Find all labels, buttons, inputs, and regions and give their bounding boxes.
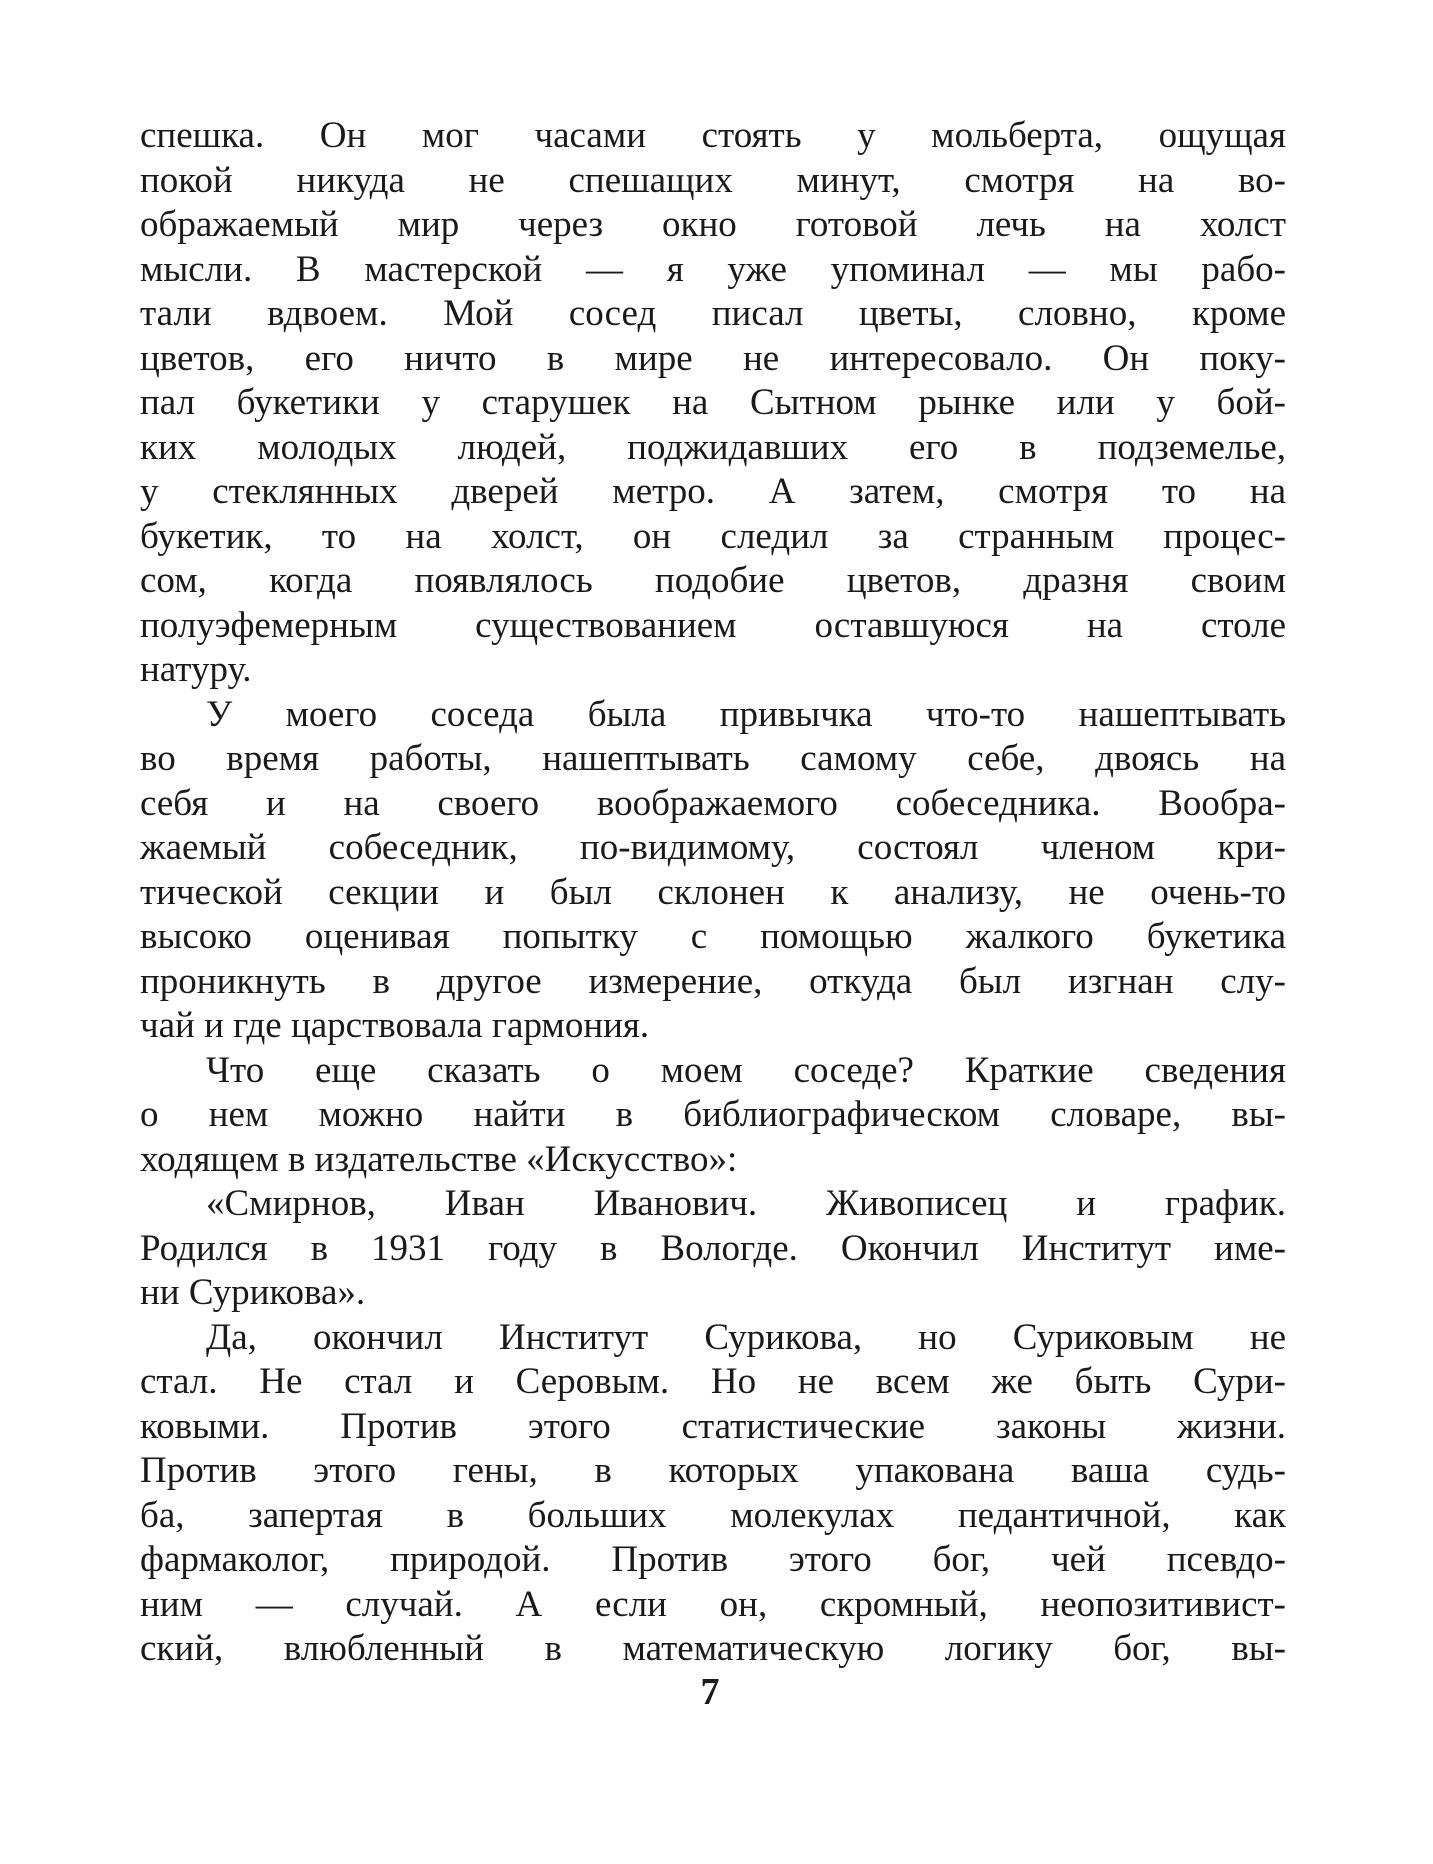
text-line: чай и где царствовала гармония.: [140, 1005, 650, 1046]
text-line: ких молодых людей, поджидавших его в подземелье,: [140, 426, 1286, 468]
paragraph-4-quote: [140, 1182, 1286, 1316]
text-line: Что еще сказать о моем соседе? Краткие сведения: [206, 1049, 1286, 1091]
text-line: У моего соседа была привычка что-то нашептывать: [206, 693, 1286, 735]
text-line: полуэфемерным существованием оставшуюся на столе: [140, 604, 1286, 646]
body-text: [140, 114, 1286, 1672]
text-line: Родился в 1931 году в Вологде. Окончил Институт име-: [140, 1227, 1286, 1269]
text-line: фармаколог, природой. Против этого бог, чей псевдо-: [140, 1539, 1286, 1580]
text-line: проникнуть в другое измерение, откуда был изгнан слу-: [140, 960, 1286, 1002]
text-line: у стеклянных дверей метро. А затем, смотря то на: [140, 471, 1286, 512]
text-line: пал букетики у старушек на Сытном рынке или у бой-: [140, 382, 1286, 423]
paragraph-3: [140, 1049, 1286, 1183]
text-line: ним — случай. А если он, скромный, неопозитивист-: [140, 1583, 1286, 1625]
text-line: ходящем в издательстве «Искусство»:: [140, 1138, 738, 1180]
text-line: Против этого гены, в которых упакована ваша судь-: [140, 1450, 1286, 1491]
text-line: ба, запертая в больших молекулах педантичной, как: [140, 1494, 1286, 1536]
text-line: себя и на своего воображаемого собеседника. Вообра-: [140, 782, 1286, 824]
text-line: жаемый собеседник, по-видимому, состоял членом кри-: [140, 827, 1286, 868]
page-number: 7: [700, 1671, 720, 1713]
text-line: тической секции и был склонен к анализу, не очень-то: [140, 871, 1286, 913]
text-line: о нем можно найти в библиографическом словаре, вы-: [140, 1094, 1286, 1135]
text-line: покой никуда не спешащих минут, смотря на во-: [140, 159, 1286, 201]
text-line: ский, влюбленный в математическую логику бог, вы-: [140, 1628, 1286, 1669]
text-line: ображаемый мир через окно готовой лечь на холст: [140, 204, 1286, 245]
text-line: стал. Не стал и Серовым. Но не всем же быть Сури-: [140, 1361, 1286, 1402]
text-line: ни Сурикова».: [140, 1272, 366, 1313]
text-line: тали вдвоем. Мой сосед писал цветы, словно, кроме: [140, 293, 1286, 334]
text-line: Да, окончил Институт Сурикова, но Суриковым не: [206, 1316, 1286, 1358]
text-line: «Смирнов, Иван Иванович. Живописец и график.: [206, 1183, 1286, 1224]
text-line: ковыми. Против этого статистические законы жизни.: [140, 1405, 1286, 1447]
text-line: букетик, то на холст, он следил за странным процес-: [140, 515, 1286, 557]
text-line: натуру.: [140, 649, 252, 690]
text-line: высоко оценивая попытку с помощью жалкого букетика: [140, 916, 1286, 957]
text-line: во время работы, нашептывать самому себе, двоясь на: [140, 738, 1286, 779]
text-line: цветов, его ничто в мире не интересовало. Он поку-: [140, 337, 1286, 379]
text-line: сом, когда появлялось подобие цветов, дразня своим: [140, 560, 1286, 601]
text-line: мысли. В мастерской — я уже упоминал — мы рабо-: [140, 248, 1286, 290]
paragraph-5: [140, 1316, 1286, 1672]
paragraph-1: [140, 114, 1286, 693]
text-line: спешка. Он мог часами стоять у мольберта, ощущая: [140, 115, 1286, 156]
paragraph-2: [140, 693, 1286, 1049]
